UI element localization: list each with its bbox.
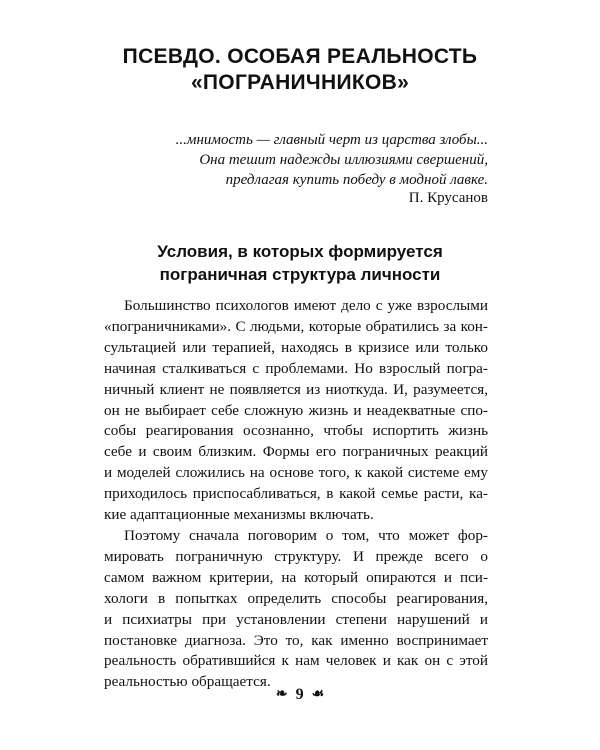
text-line: хологи в попытках определить способы реагирования,: [104, 589, 488, 607]
paragraph: [104, 526, 488, 693]
text-line: мировать пограничную структуру. И прежде всего о: [104, 547, 488, 565]
page-footer: [0, 684, 600, 706]
body-text: [104, 296, 488, 693]
text-line: постановке диагноза. Это то, как именно воспринимает: [104, 631, 488, 649]
text-line: ничный клиент не появляется из ниоткуда. И, разумеется,: [104, 380, 488, 398]
text-line: Поэтому сначала поговорим о том, что может фор-: [124, 526, 488, 544]
text-line: сультацией или терапией, находясь в кризисе или только: [104, 338, 488, 356]
text-line: начиная сталкиваться с проблемами. Но взрослый погра-: [104, 359, 488, 377]
ornament-left-icon: ❧: [275, 687, 288, 702]
text-line: Большинство психологов имеют дело с уже взрослыми: [124, 297, 488, 314]
epigraph: [176, 130, 488, 190]
section-heading: [0, 240, 600, 286]
epigraph-author: П. Крусанов: [408, 190, 488, 206]
section-heading-line: пограничная структура личности: [159, 265, 441, 284]
epigraph-line: Она тешит надежды иллюзиями свершений,: [199, 152, 488, 168]
text-line: реальность обратившийся к нам человек и как он с этой: [104, 652, 488, 670]
ornament-right-icon: ☙: [311, 687, 325, 702]
epigraph-line: предлагая купить победу в модной лавке.: [225, 172, 488, 188]
text-line: самом важном критерии, на который опираются и пси-: [104, 568, 488, 586]
chapter-title-line: ПСЕВДО. ОСОБАЯ РЕАЛЬНОСТЬ: [122, 45, 478, 68]
paragraph: [104, 296, 488, 526]
text-line: и психиатры при установлении степени нарушений и: [104, 610, 488, 628]
text-line: приходилось приспосабливаться, в какой семье расти, ка-: [104, 485, 488, 503]
text-line: собы реагирования осознанно, чтобы испортить жизнь: [104, 422, 488, 440]
text-line: кие адаптационные механизмы включать.: [104, 506, 374, 524]
epigraph-line: ...мнимость — главный черт из царства злобы...: [175, 132, 488, 148]
text-line: себе и своим близким. Формы его пограничных реакций: [104, 443, 488, 461]
page-number: 9: [295, 686, 304, 703]
text-line: и моделей сложились на основе того, к какой системе ему: [104, 464, 488, 482]
text-line: реальностью обращается.: [104, 673, 271, 691]
chapter-title-line: «ПОГРАНИЧНИКОВ»: [190, 71, 410, 94]
text-line: «пограничниками». С людьми, которые обратились за кон-: [104, 317, 488, 335]
section-heading-line: Условия, в которых формируется: [157, 242, 443, 261]
chapter-title: [0, 44, 600, 96]
text-line: он не выбирает себе сложную жизнь и неадекватные спо-: [104, 401, 488, 419]
